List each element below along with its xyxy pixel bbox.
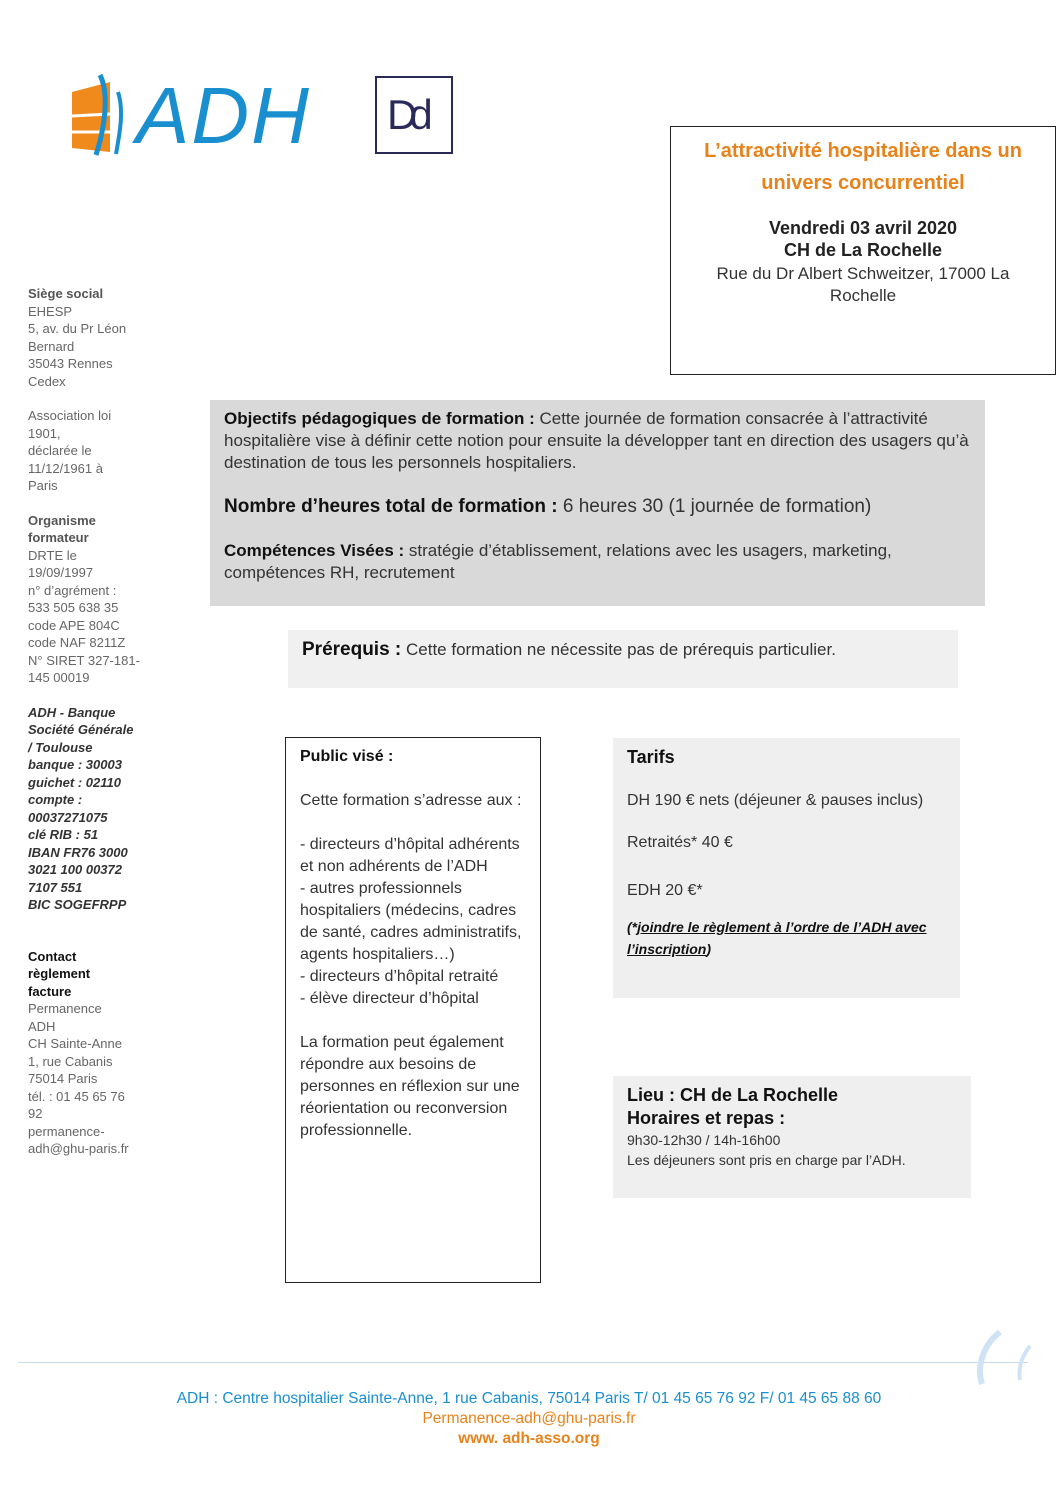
bank-line: 7107 551 <box>28 879 83 895</box>
adh-logo-text: ADH <box>136 71 311 160</box>
assoc-line: 1901, <box>28 425 61 441</box>
siege-line: 5, av. du Pr Léon <box>28 321 127 336</box>
organisme-label: formateur <box>28 530 89 545</box>
organisme-line: 533 505 638 35 <box>28 600 119 615</box>
objectives-paragraph <box>224 408 971 474</box>
bank-line: ADH - Banque <box>28 704 116 720</box>
siege-line: 35043 Rennes <box>28 356 113 371</box>
organisme-line: code APE 804C <box>28 617 120 633</box>
contact-label: règlement <box>28 966 91 981</box>
objectives-label: Objectifs pédagogiques de formation : <box>224 409 535 428</box>
pricing-note-suffix: ) <box>706 941 712 957</box>
footer-divider <box>18 1362 1028 1363</box>
bank-line: Société Générale <box>28 722 134 737</box>
location-box <box>613 1076 971 1198</box>
pricing-label: Tarifs <box>627 747 675 767</box>
bank-line: BIC SOGEFRPP <box>28 897 127 912</box>
prerequisites-label: Prérequis : <box>302 639 402 660</box>
pricing-box <box>613 738 960 998</box>
assoc-line: Association loi <box>28 408 112 423</box>
audience-item: - directeurs d’hôpital retraité <box>300 968 499 985</box>
pricing-dh: DH 190 € nets (déjeuner & pauses inclus) <box>627 792 924 809</box>
bank-line: guichet : 02110 <box>28 774 121 790</box>
schedule-meals: Les déjeuners sont pris en charge par l’ADH. <box>627 1152 906 1168</box>
hours-label: Nombre d’heures total de formation : <box>224 496 558 517</box>
event-title: L’attractivité hospitalière dans un univers concurrentiel <box>704 140 1022 194</box>
audience-intro: Cette formation s’adresse aux : <box>300 792 522 809</box>
prerequisites-box <box>288 630 958 688</box>
datadock-badge <box>375 76 453 154</box>
footer-address: ADH : Centre hospitalier Sainte-Anne, 1 rue Cabanis, 75014 Paris T/ 01 45 65 76 92 F/ 01 45 65 88 60 <box>176 1390 882 1407</box>
bank-line: / Toulouse <box>28 739 93 755</box>
datadock-badge-text: Dd <box>387 91 425 138</box>
audience-item: - autres professionnels hospitaliers (médecins, cadres de santé, cadres administratifs, agents hospitaliers…) <box>300 880 522 963</box>
assoc-line: 11/12/1961 à <box>28 460 103 476</box>
sidebar-info <box>28 285 156 1158</box>
contact-line: ADH <box>28 1018 56 1034</box>
contact-line: tél. : 01 45 65 76 <box>28 1088 125 1104</box>
organisme-line: code NAF 8211Z <box>28 635 126 650</box>
pricing-note <box>627 916 946 960</box>
pricing-edh: EDH 20 €* <box>627 882 703 899</box>
footer-website[interactable]: www. adh-asso.org <box>458 1430 600 1447</box>
location-label: Lieu : CH de La Rochelle <box>627 1085 839 1105</box>
organisme-line: 19/09/1997 <box>28 565 94 580</box>
organisme-label: Organisme <box>28 512 96 528</box>
audience-box <box>285 737 541 1283</box>
organisme-line: n° d’agrément : <box>28 582 117 598</box>
skills-label: Compétences Visées : <box>224 541 405 560</box>
skills-text: stratégie d’établissement, relations avec les usagers, marketing, compétences RH, recrutement <box>224 541 892 582</box>
bank-line: 3021 100 00372 <box>28 862 122 877</box>
assoc-line: déclarée le <box>28 443 92 458</box>
siege-line: Bernard <box>28 338 75 354</box>
audience-label: Public visé : <box>300 748 394 765</box>
bank-line: IBAN FR76 3000 <box>28 844 128 860</box>
event-date: Vendredi 03 avril 2020 <box>768 218 958 238</box>
organisme-line: 145 00019 <box>28 670 90 685</box>
bank-line: banque : 30003 <box>28 757 122 772</box>
contact-line: 92 <box>28 1106 43 1121</box>
event-place: CH de La Rochelle <box>783 240 943 260</box>
bank-line: clé RIB : 51 <box>28 827 99 842</box>
siege-line: EHESP <box>28 303 73 319</box>
pricing-note-prefix: (* <box>627 919 638 935</box>
objectives-text: Cette journée de formation consacrée à l’attractivité hospitalière vise à définir cette notion pour ensuite la développer tant en direction des usagers qu’à destination de tous les personnels hospitaliers. <box>224 409 969 472</box>
contact-email[interactable]: adh@ghu-paris.fr <box>28 1141 129 1156</box>
pricing-retired: Retraités* 40 € <box>627 834 733 851</box>
adh-logo <box>70 70 350 160</box>
pricing-note-link: joindre le règlement à l’ordre de l’ADH avec l’inscription <box>627 919 927 957</box>
siege-line: Cedex <box>28 373 66 389</box>
skills-paragraph <box>224 540 971 584</box>
hours-paragraph <box>224 496 971 518</box>
footer-swoosh-icon <box>960 1328 1040 1388</box>
footer-email[interactable]: Permanence-adh@ghu-paris.fr <box>422 1410 636 1427</box>
prerequisites-text: Cette formation ne nécessite pas de prérequis particulier. <box>401 640 836 659</box>
contact-label: facture <box>28 983 72 999</box>
audience-item: - élève directeur d’hôpital <box>300 990 479 1007</box>
schedule-label: Horaires et repas : <box>627 1108 786 1128</box>
organisme-line: DRTE le <box>28 547 77 563</box>
contact-line: Permanence <box>28 1001 102 1016</box>
audience-item: - directeurs d’hôpital adhérents et non adhérents de l’ADH <box>300 836 520 875</box>
event-address: Rue du Dr Albert Schweitzer, 17000 La Rochelle <box>716 264 1010 305</box>
organisme-line: N° SIRET 327-181- <box>28 652 140 668</box>
footer <box>0 1389 1058 1449</box>
event-title-box <box>670 126 1056 375</box>
bank-line: compte : <box>28 792 83 807</box>
schedule-hours: 9h30-12h30 / 14h-16h00 <box>627 1132 781 1148</box>
audience-outro: La formation peut également répondre aux besoins de personnes en réflexion sur une réorientation ou reconversion professionnelle. <box>300 1034 520 1139</box>
contact-line: 75014 Paris <box>28 1071 98 1086</box>
objectives-box <box>210 400 985 606</box>
hours-text: 6 heures 30 (1 journée de formation) <box>557 496 872 517</box>
contact-line: permanence- <box>28 1123 105 1139</box>
bank-line: 00037271075 <box>28 809 108 825</box>
assoc-line: Paris <box>28 478 58 493</box>
contact-line: 1, rue Cabanis <box>28 1053 113 1069</box>
contact-line: CH Sainte-Anne <box>28 1036 122 1051</box>
siege-label: Siège social <box>28 286 104 301</box>
contact-label: Contact <box>28 948 77 964</box>
